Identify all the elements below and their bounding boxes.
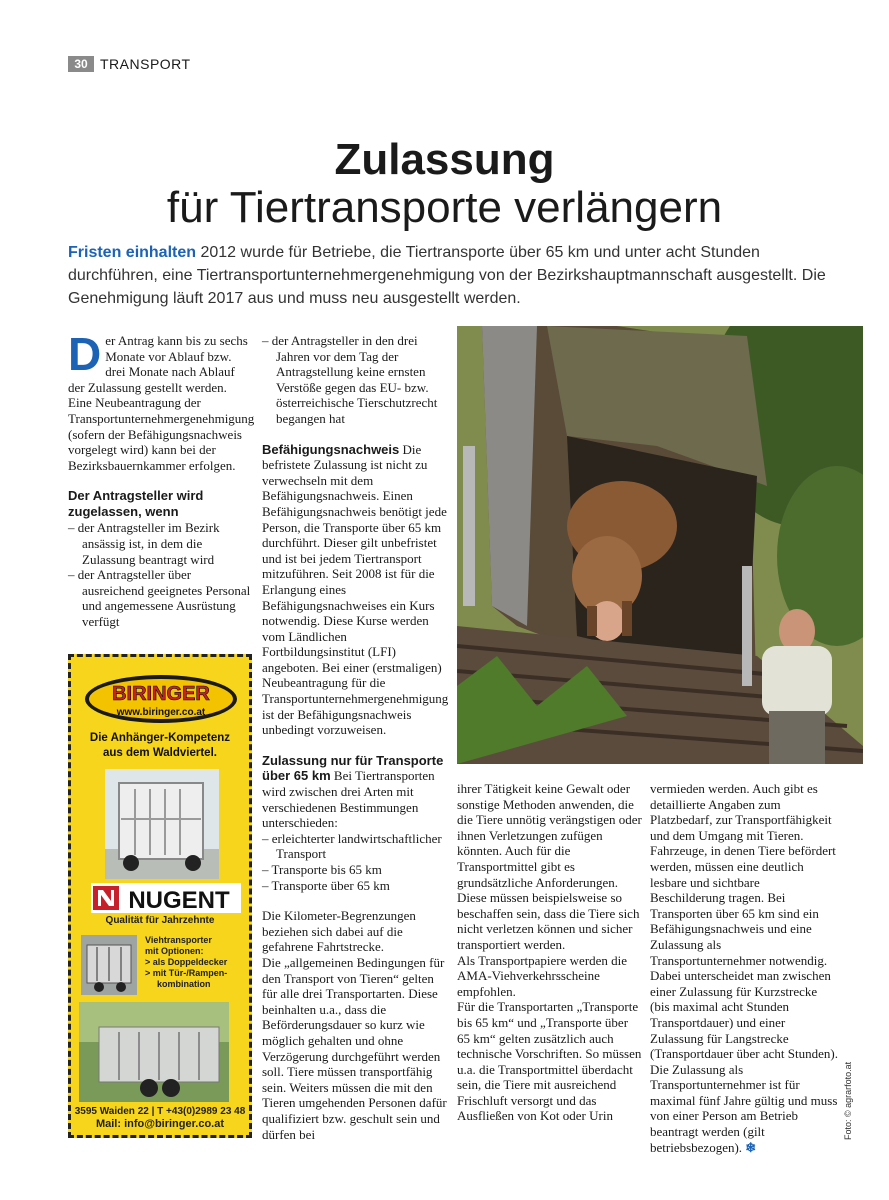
trailer-rear-image (105, 769, 219, 879)
viehtransporter-options: Viehtransporter mit Optionen: > als Doppeldecker > mit Tür-/Rampen- kombination (145, 935, 228, 989)
ad-tagline: Die Anhänger-Kompetenz aus dem Waldviertel. (89, 732, 231, 759)
subhead-zugelassen: Der Antragsteller wird zugelassen, wenn (68, 488, 204, 520)
ad-address: 3595 Waiden 22 | T +43(0)2989 23 48 (74, 1106, 246, 1117)
papiere-paragraph: Als Transportpapiere werden die AMA-Viehverkehrsscheine empfohlen. (457, 952, 628, 999)
subhead-befaehigung: Befähigungsnachweis (262, 441, 400, 457)
biringer-advertisement[interactable] (68, 654, 252, 1138)
ueber65-paragraph: Zulassung nur für Transporte über 65 km Bei Tiertransporten wird zwischen drei Arten mit verschiedenen Bestimmungen unterschieden: (262, 752, 444, 831)
column-3 (457, 781, 643, 1124)
headline-line-1: Zulassung (334, 135, 555, 184)
condition-item: – der Antragsteller im Bezirk ansässig ist, in dem die Zulassung beantragt wird (68, 520, 220, 567)
transport-type-item: – Transporte über 65 km (262, 877, 390, 893)
end-mark-icon: ❄ (745, 1139, 757, 1155)
biringer-brand: BIRINGER (112, 683, 210, 705)
intro-paragraph: Der Antrag kann bis zu sechs Monate vor Ablauf bzw. drei Monate nach Ablauf der Zulassung gestellt werden. Eine Neubeantragung der Transportunternehmergenehmigung (sofern der Befähigungsnachweis vorgelegt wird) kann bei der Bezirksbauernkammer erfolgen. (68, 328, 255, 473)
condition-item: – der Antragsteller über ausreichend geeignetes Personal und angemessene Ausrüstung verfügt (68, 567, 251, 629)
column-2 (262, 333, 448, 1142)
section-label: TRANSPORT (100, 56, 191, 72)
column-1 (68, 328, 255, 630)
transport-type-item: – Transporte bis 65 km (262, 862, 382, 877)
page-number: 30 (68, 56, 94, 72)
ad-email-link[interactable]: Mail: info@biringer.co.at (95, 1118, 225, 1130)
drop-cap: D (68, 328, 102, 380)
trailer-side-image (79, 1002, 229, 1102)
closing-paragraph: vermieden werden. Auch gibt es detaillierte Angaben zum Platzbedarf, zur Transportfähigkeit und dem Umgang mit Tieren. Fahrzeuge, in denen Tiere befördert werden, müssen eine deutlich lesbare und sichtbare Beschilderung tragen. Bei Transporten über 65 km sind ein Befähigungsnachweis und eine Zulassung als Transportunternehmer notwendig. Dabei unterscheidet man zwischen einer Zulassung für Kurzstrecke (bis maximal acht Stunden Transportdauer) und einer Zulassung für Langstrecke (Transportdauer über acht Stunden). Die Zulassung als Transportunternehmer ist für maximal fünf Jahre gültig und muss von einer Person am Betrieb beantragt werden (gilt betriebsbezogen). ❄ (650, 781, 838, 1155)
bedingungen-continued: ihrer Tätigkeit keine Gewalt oder sonstige Methoden anwenden, die die Tiere unnötig verängstigen oder ihnen Verletzungen zufügen könnten. Auch für die Transportmittel gibt es grundsätzliche Anforderungen. Diese müssen beispielsweise so beschaffen sein, dass die Tiere sich nicht verletzen können und sicher transportiert werden. (457, 781, 642, 952)
biringer-url: www.biringer.co.at (116, 707, 206, 718)
km-paragraph: Die Kilometer-Begrenzungen beziehen sich dabei auf die gefahrene Fahrtstrecke. (262, 908, 416, 955)
nugent-quality: Qualität für Jahrzehnte (105, 915, 215, 926)
trailer-small-image (81, 935, 137, 995)
vorschriften-paragraph: Für die Transportarten „Transporte bis 65 km“ und „Transporte über 65 km“ gelten zusätzlich auch technische Vorschriften. So müssen u.a. die Transportmittel überdacht sein, die Tiere mit ausreichend Frischluft versorgt und das Ausfließen von Kot oder Urin (457, 999, 642, 1124)
transport-type-item: – erleichterter landwirtschaftlicher Transport (262, 830, 442, 862)
lead-text: 2012 wurde für Betriebe, die Tiertransporte über 65 km und unter acht Stunden durchführen, eine Tiertransportunternehmergenehmigung von der Bezirkshauptmannschaft ausgestellt. Die Genehmigung läuft 2017 aus und muss neu ausgestellt werden. (68, 244, 826, 307)
nugent-logo (91, 883, 241, 913)
headline-line-2: für Tiertransporte verlängern (166, 183, 723, 232)
lead-paragraph (68, 241, 838, 310)
column-4 (650, 781, 838, 1155)
condition-item: – der Antragsteller in den drei Jahren vor dem Tag der Antragstellung keine ernsten Verstöße gegen das EU- bzw. österreichische Tierschutzrecht begangen hat (262, 333, 438, 426)
befaehigung-paragraph: Befähigungsnachweis Die befristete Zulassung ist nicht zu verwechseln mit dem Befähigungsnachweis. Einen Befähigungsnachweis benötigt jede Person, die Transporte über 65 km durchführt. Dieser gilt unbefristet und ist bei jedem Tiertransport mitzuführen. Seit 2008 ist für die Erlangung eines Befähigungsnachweises ein Kurs notwendig. Diese Kurse werden vom Ländlichen Fortbildungsinstitut (LFI) angeboten. Bei einer (erstmaligen) Neubeantragung für die Transportunternehmergenehmigung ist der Befähigungsnachweis unbedingt vorzuweisen. (262, 441, 449, 738)
photo-credit: Foto: © agrarfoto.at (843, 1061, 853, 1140)
biringer-logo (81, 672, 241, 726)
bedingungen-paragraph: Die „allgemeinen Bedingungen für den Transport von Tieren“ gelten für alle drei Transportarten. Diese beinhalten u.a., dass die Beförderungsdauer so kurz wie möglich gehalten und ohne Verzögerung durchgeführt werden soll. Tiere müssen transportfähig sein. Weiters müssen die mit den Tieren umgehenden Personen dafür qualifiziert bzw. geschult sein und dürfen bei (262, 954, 447, 1142)
lead-kicker: Fristen einhalten (68, 244, 197, 261)
cattle-transport-photo (457, 326, 863, 764)
subhead-ueber65: Zulassung nur für Transporte über 65 km (262, 752, 444, 784)
nugent-brand: NUGENT (128, 887, 230, 913)
